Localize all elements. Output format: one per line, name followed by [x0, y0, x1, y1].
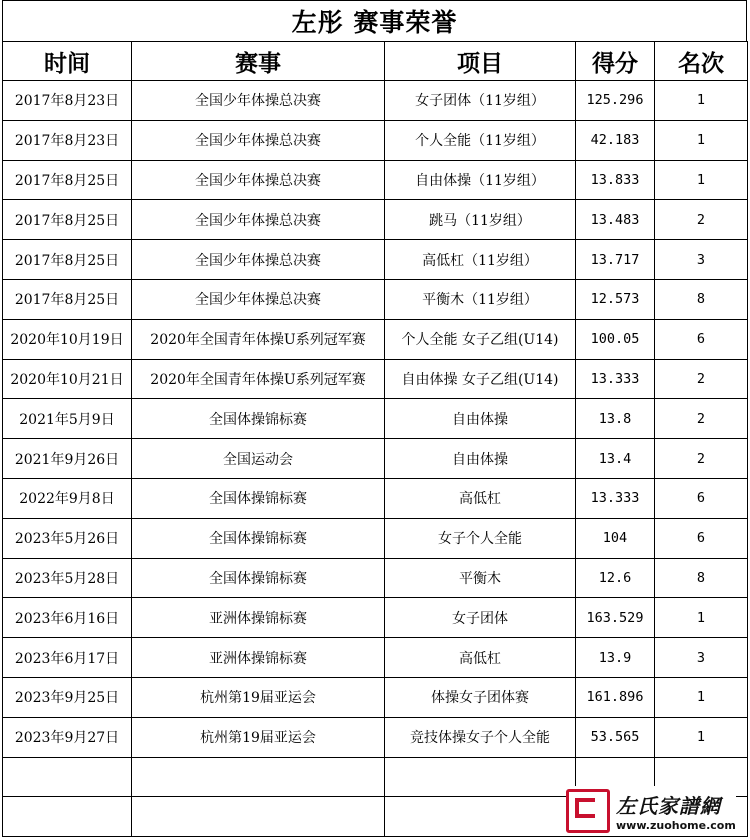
cell-item: 体操女子团体赛: [385, 677, 576, 717]
cell-rank: 2: [655, 359, 748, 399]
cell-score: 12.6: [576, 558, 655, 598]
cell-date: 2017年8月25日: [3, 240, 132, 280]
cell-item: 个人全能 女子乙组(U14): [385, 319, 576, 359]
cell-rank: 6: [655, 518, 748, 558]
cell-date: 2017年8月23日: [3, 120, 132, 160]
cell-rank: 1: [655, 160, 748, 200]
table-row: [3, 81, 748, 121]
header-rank: 名次: [655, 42, 748, 81]
cell-score: 161.896: [576, 677, 655, 717]
cell-event: 杭州第19届亚运会: [132, 717, 385, 757]
cell-score: 13.483: [576, 200, 655, 240]
cell-date: 2017年8月25日: [3, 160, 132, 200]
cell-score: 13.833: [576, 160, 655, 200]
cell-rank: 3: [655, 638, 748, 678]
watermark-url: www.zuohome.com: [616, 819, 736, 832]
cell-event: 2020年全国青年体操U系列冠军赛: [132, 359, 385, 399]
table-row: [3, 359, 748, 399]
header-date: 时间: [3, 42, 132, 81]
cell-event: 全国体操锦标赛: [132, 399, 385, 439]
cell-event: 2020年全国青年体操U系列冠军赛: [132, 319, 385, 359]
cell-item: 个人全能（11岁组）: [385, 120, 576, 160]
cell-event: 亚洲体操锦标赛: [132, 638, 385, 678]
cell-score: 13.333: [576, 359, 655, 399]
cell-rank: 8: [655, 558, 748, 598]
seal-icon: [566, 789, 610, 833]
cell-rank: 1: [655, 81, 748, 121]
cell-event: 全国少年体操总决赛: [132, 120, 385, 160]
table-title: 左彤 赛事荣誉: [2, 0, 747, 41]
cell-score: 13.333: [576, 478, 655, 518]
header-row: [3, 42, 748, 81]
table-row: [3, 598, 748, 638]
cell-rank: 1: [655, 598, 748, 638]
table-row: [3, 518, 748, 558]
cell-score: 42.183: [576, 120, 655, 160]
cell-item: 竞技体操女子个人全能: [385, 717, 576, 757]
cell-event: 全国少年体操总决赛: [132, 279, 385, 319]
table-row: [3, 638, 748, 678]
cell-item: 高低杠（11岁组）: [385, 240, 576, 280]
header-score: 得分: [576, 42, 655, 81]
cell-event: 亚洲体操锦标赛: [132, 598, 385, 638]
cell-item: 自由体操: [385, 439, 576, 479]
empty-cell: [132, 757, 385, 797]
header-item: 项目: [385, 42, 576, 81]
cell-rank: 6: [655, 478, 748, 518]
cell-item: 跳马（11岁组）: [385, 200, 576, 240]
cell-score: 53.565: [576, 717, 655, 757]
empty-cell: [385, 757, 576, 797]
cell-item: 高低杠: [385, 478, 576, 518]
table-row: [3, 279, 748, 319]
table-row: [3, 717, 748, 757]
honors-table-sheet: [2, 0, 747, 837]
cell-item: 高低杠: [385, 638, 576, 678]
cell-event: 全国少年体操总决赛: [132, 81, 385, 121]
cell-date: 2021年5月9日: [3, 399, 132, 439]
cell-rank: 2: [655, 200, 748, 240]
cell-date: 2023年6月17日: [3, 638, 132, 678]
cell-item: 女子个人全能: [385, 518, 576, 558]
table-row: [3, 160, 748, 200]
cell-date: 2017年8月25日: [3, 279, 132, 319]
honors-table: [2, 41, 748, 837]
cell-score: 13.4: [576, 439, 655, 479]
cell-rank: 1: [655, 677, 748, 717]
cell-item: 平衡木（11岁组）: [385, 279, 576, 319]
empty-cell: [385, 797, 576, 837]
table-body: [3, 81, 748, 837]
header-event: 赛事: [132, 42, 385, 81]
empty-cell: [3, 797, 132, 837]
cell-event: 全国少年体操总决赛: [132, 200, 385, 240]
cell-rank: 1: [655, 717, 748, 757]
cell-event: 杭州第19届亚运会: [132, 677, 385, 717]
cell-date: 2022年9月8日: [3, 478, 132, 518]
table-row: [3, 120, 748, 160]
table-row: [3, 240, 748, 280]
cell-score: 104: [576, 518, 655, 558]
cell-score: 13.717: [576, 240, 655, 280]
cell-event: 全国少年体操总决赛: [132, 240, 385, 280]
table-row: [3, 558, 748, 598]
table-row: [3, 478, 748, 518]
cell-date: 2023年9月27日: [3, 717, 132, 757]
cell-date: 2020年10月21日: [3, 359, 132, 399]
cell-score: 100.05: [576, 319, 655, 359]
cell-rank: 1: [655, 120, 748, 160]
table-row: [3, 319, 748, 359]
cell-date: 2023年5月26日: [3, 518, 132, 558]
cell-date: 2023年6月16日: [3, 598, 132, 638]
cell-rank: 3: [655, 240, 748, 280]
cell-score: 13.9: [576, 638, 655, 678]
empty-cell: [3, 757, 132, 797]
cell-date: 2023年5月28日: [3, 558, 132, 598]
cell-date: 2023年9月25日: [3, 677, 132, 717]
cell-rank: 6: [655, 319, 748, 359]
cell-event: 全国运动会: [132, 439, 385, 479]
empty-cell: [132, 797, 385, 837]
cell-date: 2021年9月26日: [3, 439, 132, 479]
cell-rank: 8: [655, 279, 748, 319]
cell-item: 自由体操（11岁组）: [385, 160, 576, 200]
cell-rank: 2: [655, 399, 748, 439]
table-row: [3, 677, 748, 717]
cell-date: 2020年10月19日: [3, 319, 132, 359]
cell-event: 全国少年体操总决赛: [132, 160, 385, 200]
cell-score: 12.573: [576, 279, 655, 319]
cell-score: 163.529: [576, 598, 655, 638]
cell-date: 2017年8月25日: [3, 200, 132, 240]
cell-score: 125.296: [576, 81, 655, 121]
cell-item: 女子团体（11岁组）: [385, 81, 576, 121]
cell-item: 自由体操: [385, 399, 576, 439]
table-row: [3, 439, 748, 479]
cell-event: 全国体操锦标赛: [132, 478, 385, 518]
cell-score: 13.8: [576, 399, 655, 439]
watermark-logo: [566, 786, 736, 836]
cell-item: 自由体操 女子乙组(U14): [385, 359, 576, 399]
table-row: [3, 200, 748, 240]
cell-date: 2017年8月23日: [3, 81, 132, 121]
cell-item: 平衡木: [385, 558, 576, 598]
watermark-site-name: 左氏家譜網: [616, 794, 721, 818]
table-row: [3, 399, 748, 439]
cell-rank: 2: [655, 439, 748, 479]
cell-event: 全国体操锦标赛: [132, 518, 385, 558]
cell-event: 全国体操锦标赛: [132, 558, 385, 598]
cell-item: 女子团体: [385, 598, 576, 638]
